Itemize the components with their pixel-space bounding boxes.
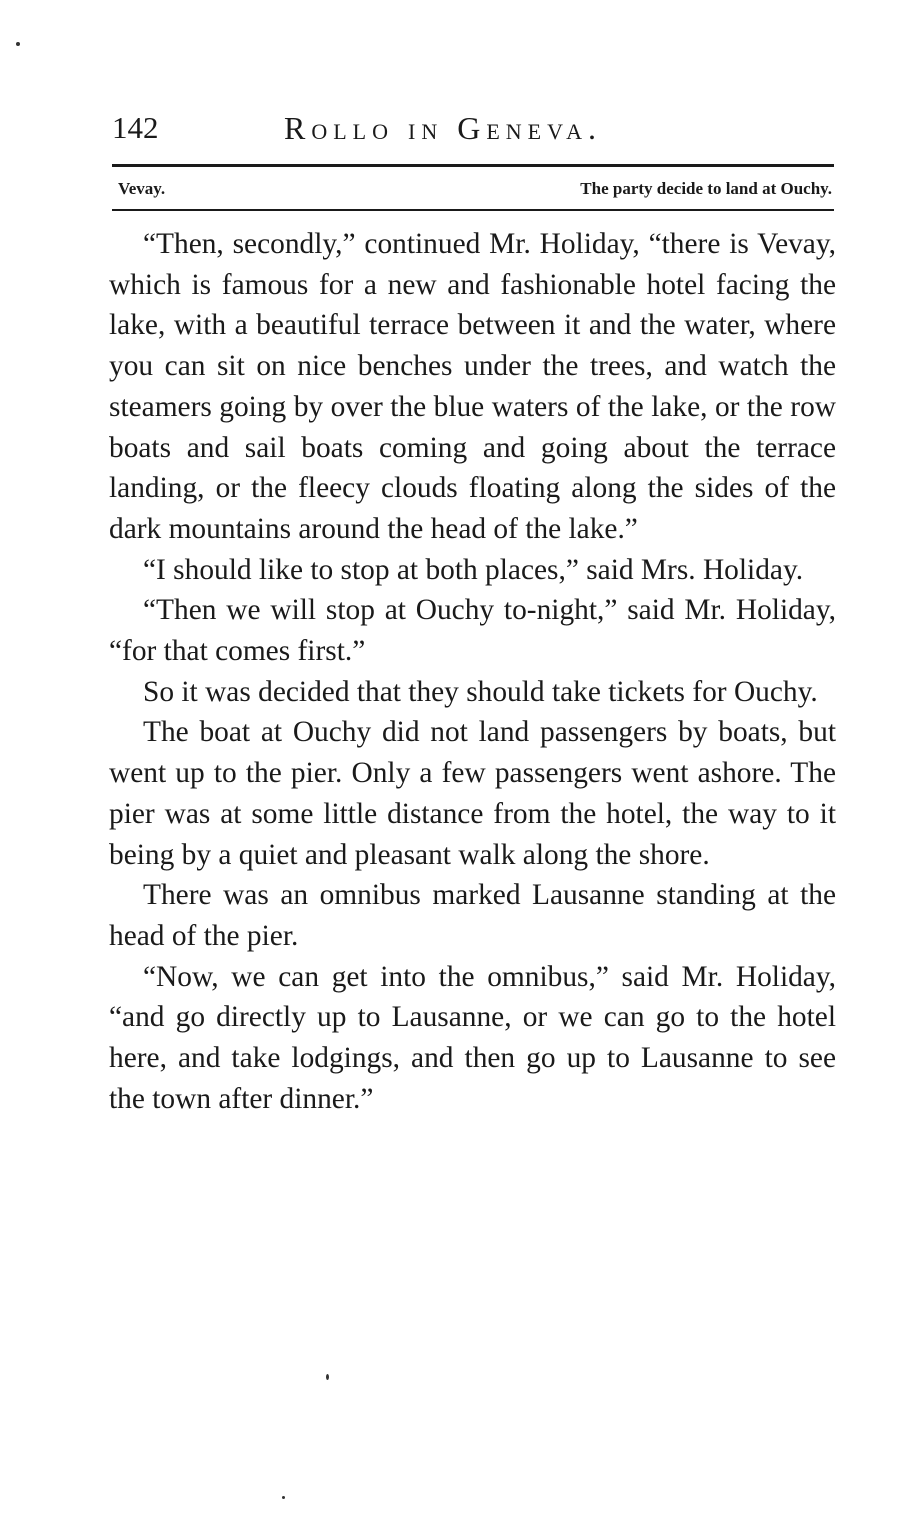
body-text: [109, 224, 836, 1119]
paragraph: “Then we will stop at Ouchy to-night,” said Mr. Holiday, “for that comes first.”: [109, 594, 836, 668]
paragraph: “Now, we can get into the omnibus,” said Mr. Holiday, “and go directly up to Lausanne, or we can go to the hotel here, and take lodgings, and then go up to Lausanne to see the town after dinner.”: [109, 960, 836, 1115]
subheader-left: Vevay.: [118, 179, 166, 198]
header-rule-bottom: [112, 209, 834, 211]
page-number: 142: [112, 110, 159, 145]
print-speck: [282, 1496, 285, 1499]
running-head: [112, 108, 834, 156]
paragraph: There was an omnibus marked Lausanne standing at the head of the pier.: [109, 879, 836, 952]
print-speck: [326, 1374, 329, 1380]
paragraph: The boat at Ouchy did not land passengers by boats, but went up to the pier. Only a few passengers went ashore. The pier was at some little distance from the hotel, the way to it being by a quiet and pleasant walk along the shore.: [109, 716, 836, 871]
header-rule-top: [112, 164, 834, 167]
paragraph: So it was decided that they should take tickets for Ouchy.: [143, 675, 818, 708]
subheader: [118, 176, 832, 202]
paragraph: “I should like to stop at both places,” said Mrs. Holiday.: [143, 553, 804, 586]
print-speck: [16, 42, 20, 46]
book-title: Rollo in Geneva.: [284, 110, 603, 146]
paragraph: “Then, secondly,” continued Mr. Holiday, “there is Vevay, which is famous for a new and fashionable hotel facing the lake, with a beautiful terrace between it and the water, where you can sit on nice benches under the trees, and watch the steamers going by over the blue waters of the lake, or the row boats and sail boats coming and going about the terrace landing, or the fleecy clouds floating along the sides of the dark mountains around the head of the lake.”: [109, 228, 836, 545]
subheader-right: The party decide to land at Ouchy.: [580, 179, 832, 198]
